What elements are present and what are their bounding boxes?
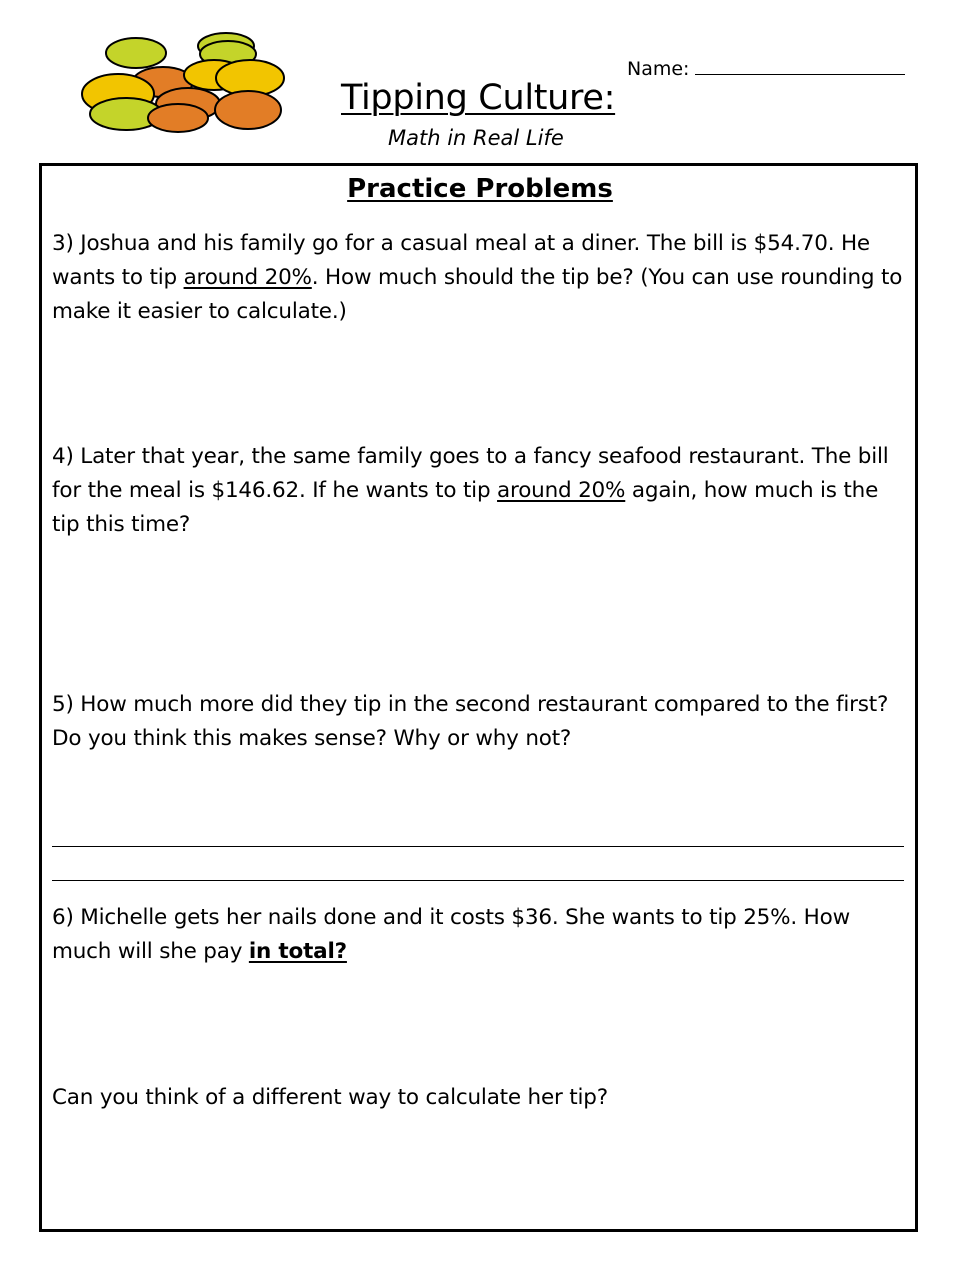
problem-4 bbox=[52, 440, 912, 542]
problem-3-text-a: 3) Joshua and his family go for a casual meal at a diner. The bill is $54.70. He wants to tip bbox=[52, 231, 870, 290]
worksheet-title: Tipping Culture: bbox=[341, 78, 616, 118]
name-label: Name: bbox=[627, 58, 690, 80]
followup-question bbox=[52, 1081, 912, 1115]
problem-3-text-b: . How much should the tip be? (You can use rounding to make it easier to calculate.) bbox=[52, 265, 903, 324]
problem-4-underlined: around 20% bbox=[497, 478, 626, 503]
problem-6 bbox=[52, 901, 912, 969]
followup-text: Can you think of a different way to calculate her tip? bbox=[52, 1085, 608, 1110]
problem-3-underlined: around 20% bbox=[183, 265, 312, 290]
name-blank-line[interactable] bbox=[695, 56, 905, 75]
problem-3 bbox=[52, 227, 912, 329]
section-title: Practice Problems bbox=[347, 174, 613, 204]
problem-5-text: 5) How much more did they tip in the second restaurant compared to the first? Do you think this makes sense? Why or why not? bbox=[52, 692, 889, 751]
problem-4-text-b: again, how much is the tip this time? bbox=[52, 478, 879, 537]
problem-4-text-a: 4) Later that year, the same family goes to a fancy seafood restaurant. The bill for the meal is $146.62. If he wants to tip bbox=[52, 444, 889, 503]
problem-6-text: 6) Michelle gets her nails done and it costs $36. She wants to tip 25%. How much will she pay bbox=[52, 905, 850, 964]
coins-icon bbox=[78, 30, 293, 140]
answer-line-2[interactable] bbox=[52, 880, 904, 881]
problem-6-emphasis: in total? bbox=[248, 939, 347, 964]
answer-line-1[interactable] bbox=[52, 846, 904, 847]
worksheet-subtitle: Math in Real Life bbox=[388, 126, 564, 150]
name-field[interactable] bbox=[627, 56, 905, 80]
problem-5 bbox=[52, 688, 912, 756]
